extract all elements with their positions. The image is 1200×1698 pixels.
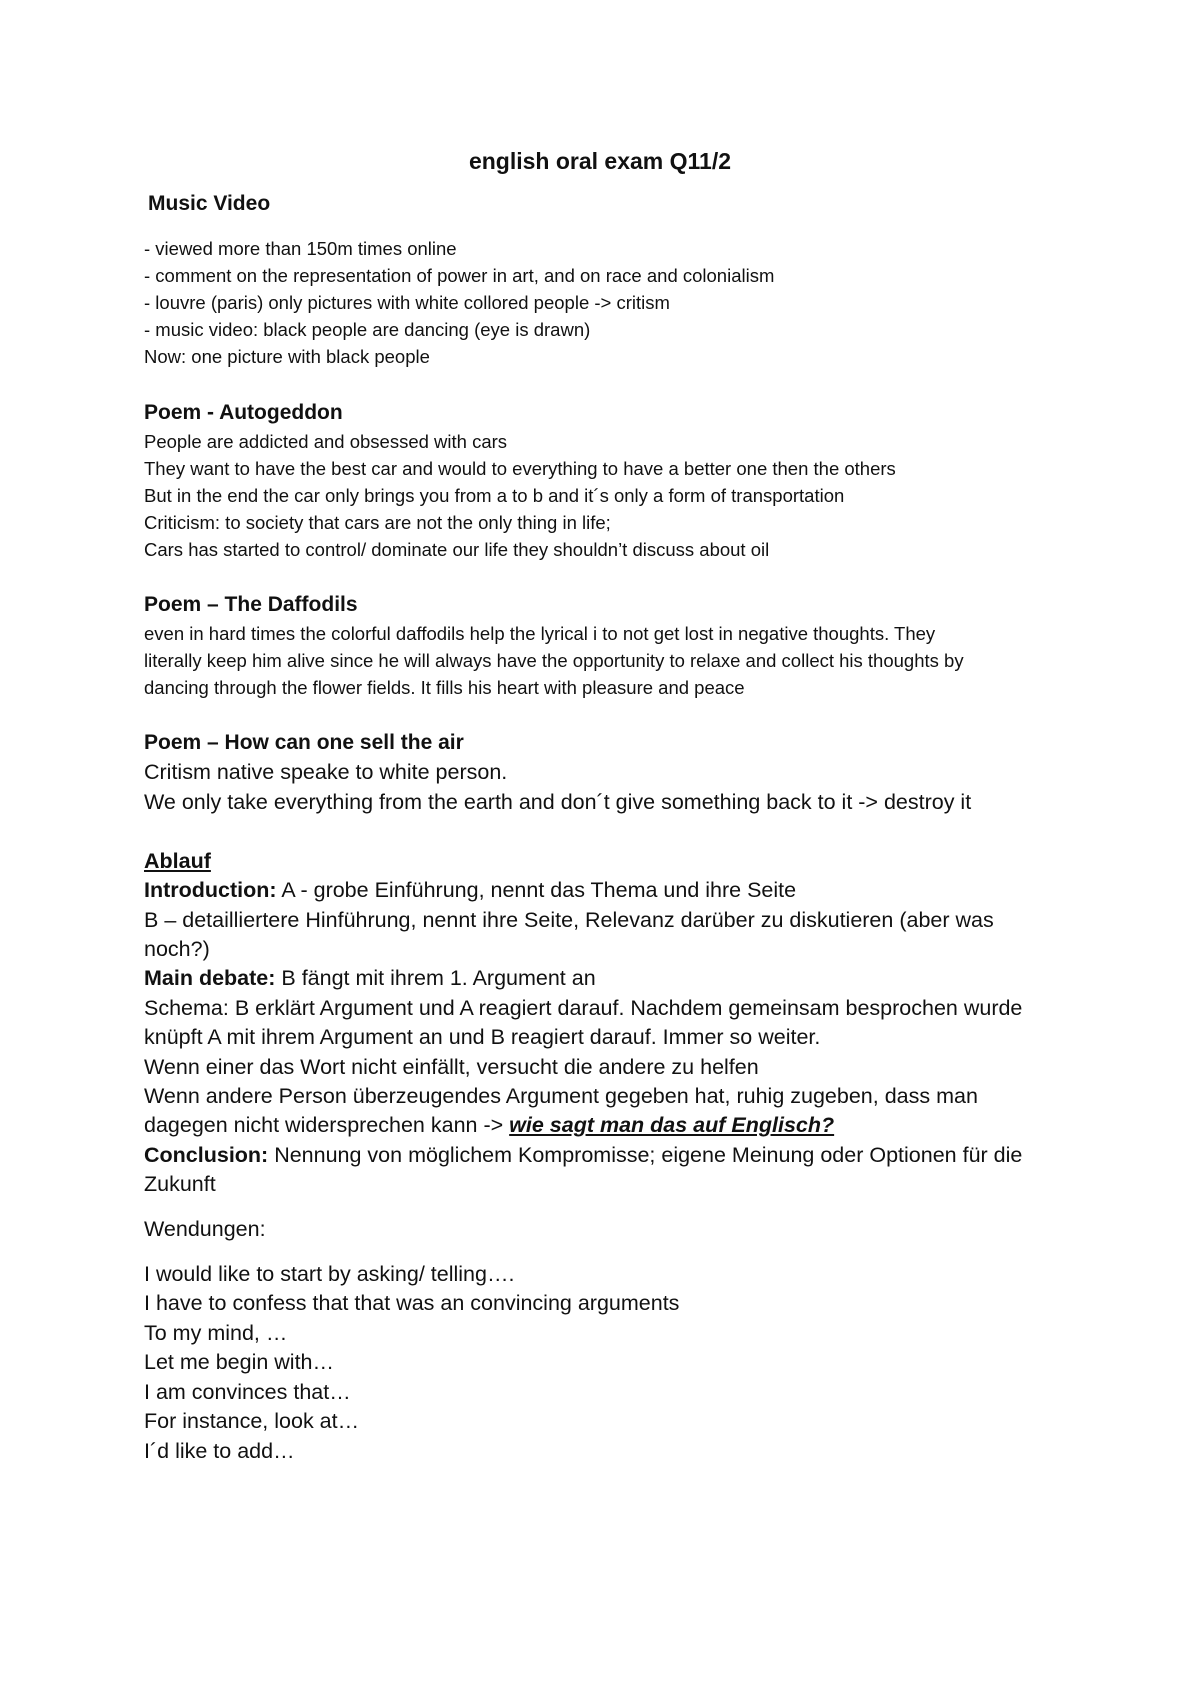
heading-wendungen: Wendungen:	[144, 1217, 266, 1241]
air-line: Critism native speake to white person.	[144, 760, 508, 784]
music-video-line: Now: one picture with black people	[144, 346, 430, 367]
ablauf-main-debate	[144, 966, 596, 991]
phrase-item: Let me begin with…	[144, 1350, 335, 1374]
ablauf-line: Wenn andere Person überzeugendes Argument gegeben hat, ruhig zugeben, dass man	[144, 1084, 978, 1108]
conclusion-text: Nennung von möglichem Kompromisse; eigene Meinung oder Optionen für die	[268, 1143, 1023, 1167]
heading-autogeddon: Poem - Autogeddon	[144, 401, 343, 424]
daffodils-line: literally keep him alive since he will always have the opportunity to relaxe and collect his thoughts by	[144, 650, 964, 671]
music-video-line: - louvre (paris) only pictures with white collored people -> critism	[144, 292, 670, 313]
music-video-line: - music video: black people are dancing (eye is drawn)	[144, 319, 591, 340]
music-video-line: - viewed more than 150m times online	[144, 238, 457, 259]
autogeddon-line: They want to have the best car and would to everything to have a better one then the others	[144, 458, 896, 479]
phrase-item: I am convinces that…	[144, 1380, 351, 1404]
autogeddon-line: People are addicted and obsessed with cars	[144, 431, 508, 452]
conclusion-label: Conclusion:	[144, 1143, 269, 1167]
heading-sell-the-air: Poem – How can one sell the air	[144, 731, 464, 754]
ablauf-introduction	[144, 878, 796, 903]
introduction-text: A - grobe Einführung, nennt das Thema und ihre Seite	[276, 878, 797, 902]
daffodils-line: even in hard times the colorful daffodils help the lyrical i to not get lost in negative thoughts. They	[144, 623, 936, 644]
phrase-item: To my mind, …	[144, 1321, 288, 1345]
autogeddon-line: Criticism: to society that cars are not the only thing in life;	[144, 512, 611, 533]
heading-ablauf: Ablauf	[144, 849, 211, 873]
english-question-emphasis: wie sagt man das auf Englisch?	[509, 1113, 835, 1137]
ablauf-line: Schema: B erklärt Argument und A reagiert darauf. Nachdem gemeinsam besprochen wurde	[144, 996, 1023, 1020]
heading-daffodils: Poem – The Daffodils	[144, 593, 358, 616]
ablauf-conclusion	[144, 1143, 1022, 1168]
phrase-item: I have to confess that that was an convincing arguments	[144, 1291, 680, 1315]
music-video-line: - comment on the representation of power in art, and on race and colonialism	[144, 265, 775, 286]
phrase-item: I would like to start by asking/ telling….	[144, 1262, 515, 1286]
ablauf-dagegen	[144, 1113, 834, 1138]
autogeddon-line: Cars has started to control/ dominate our life they shouldn’t discuss about oil	[144, 539, 770, 560]
main-debate-text: B fängt mit ihrem 1. Argument an	[275, 966, 596, 990]
document-title: english oral exam Q11/2	[468, 148, 732, 174]
main-debate-label: Main debate:	[144, 966, 276, 990]
ablauf-line: Zukunft	[144, 1172, 216, 1196]
ablauf-line: knüpft A mit ihrem Argument an und B reagiert darauf. Immer so weiter.	[144, 1025, 821, 1049]
dagegen-text: dagegen nicht widersprechen kann ->	[144, 1113, 510, 1137]
air-line: We only take everything from the earth and don´t give something back to it -> destroy it	[144, 790, 972, 814]
autogeddon-line: But in the end the car only brings you from a to b and it´s only a form of transportation	[144, 485, 845, 506]
ablauf-line: noch?)	[144, 937, 210, 961]
phrase-item: For instance, look at…	[144, 1409, 360, 1433]
heading-music-video: Music Video	[148, 192, 271, 215]
introduction-label: Introduction:	[144, 878, 277, 902]
ablauf-line: Wenn einer das Wort nicht einfällt, versucht die andere zu helfen	[144, 1055, 759, 1079]
phrase-item: I´d like to add…	[144, 1439, 295, 1463]
daffodils-line: dancing through the flower fields. It fills his heart with pleasure and peace	[144, 677, 745, 698]
ablauf-line: B – detailliertere Hinführung, nennt ihre Seite, Relevanz darüber zu diskutieren (aber was	[144, 908, 994, 932]
